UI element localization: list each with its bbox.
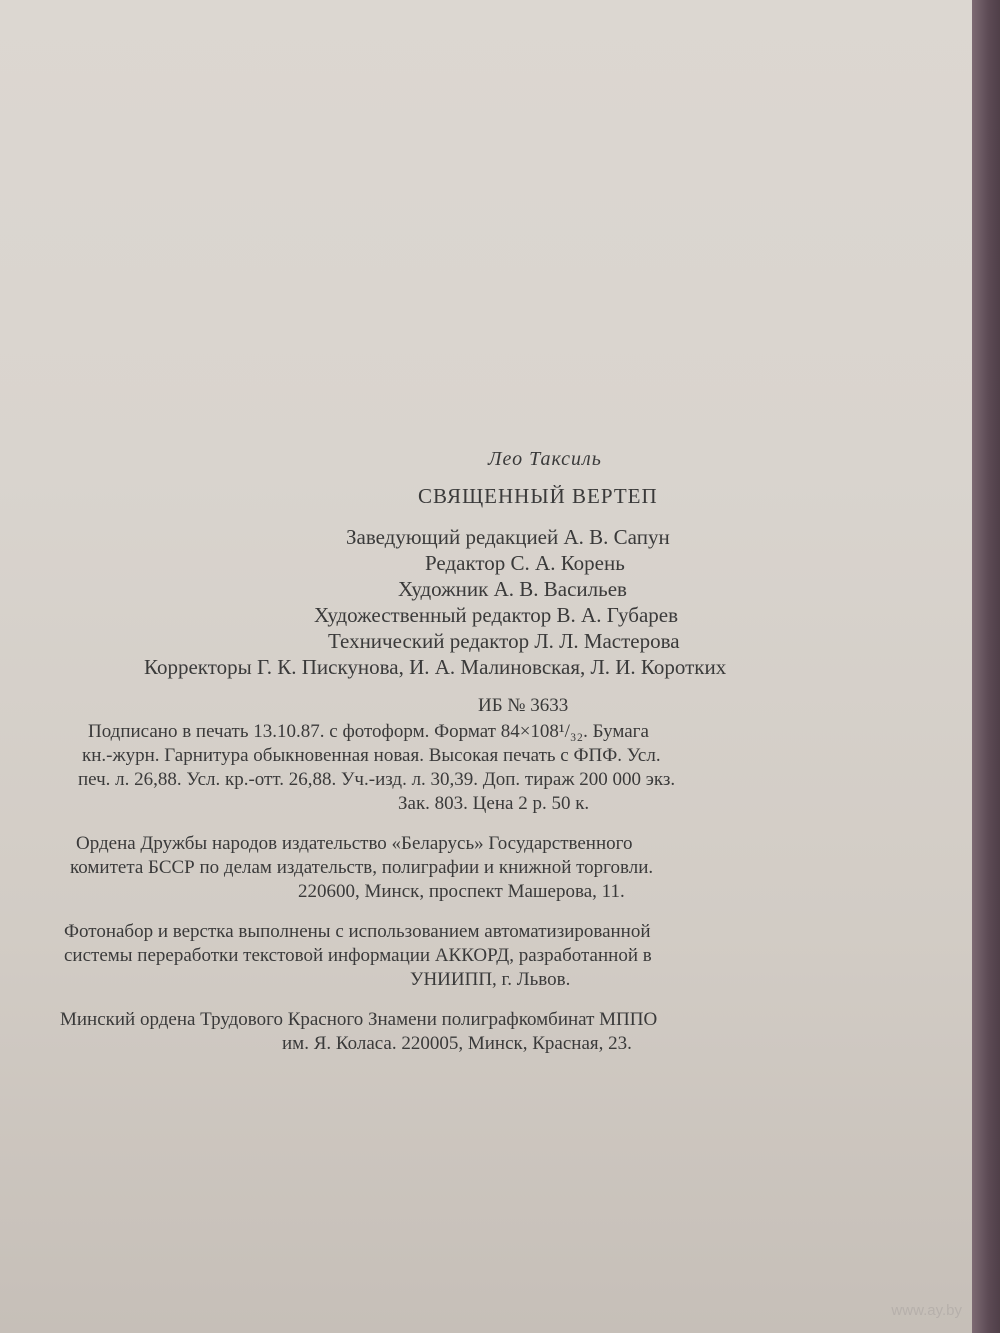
typeset-line: УНИИПП, г. Львов.: [410, 969, 571, 990]
typeset-line: Фотонабор и верстка выполнены с использованием автоматизированной: [64, 921, 651, 942]
print-line: печ. л. 26,88. Усл. кр.-отт. 26,88. Уч.-изд. л. 30,39. Доп. тираж 200 000 экз.: [78, 769, 676, 790]
print-line: Зак. 803. Цена 2 р. 50 к.: [398, 793, 590, 814]
staff-line: Заведующий редакцией А. В. Сапун: [346, 525, 670, 549]
watermark: www.ay.by: [891, 1302, 962, 1319]
publisher-line: Ордена Дружбы народов издательство «Беларусь» Государственного: [76, 833, 633, 854]
typeset-line: системы переработки текстовой информации АККОРД, разработанной в: [64, 945, 652, 966]
printer-line: Минский ордена Трудового Красного Знамени полиграфкомбинат МППО: [60, 1009, 658, 1030]
book-cover-edge: [972, 0, 1000, 1333]
print-line: кн.-журн. Гарнитура обыкновенная новая. Высокая печать с ФПФ. Усл.: [82, 745, 661, 766]
staff-line: Художник А. В. Васильев: [398, 577, 627, 601]
ib-number: ИБ № 3633: [478, 695, 569, 716]
book-author: Лео Таксиль: [488, 448, 602, 470]
publisher-line: комитета БССР по делам издательств, полиграфии и книжной торговли.: [70, 857, 654, 878]
book-title: СВЯЩЕННЫЙ ВЕРТЕП: [418, 484, 658, 508]
print-line: Подписано в печать 13.10.87. с фотоформ. Формат 84×108¹/₃₂. Бумага: [88, 721, 649, 742]
publisher-line: 220600, Минск, проспект Машерова, 11.: [298, 881, 625, 902]
printer-line: им. Я. Коласа. 220005, Минск, Красная, 23.: [282, 1033, 632, 1054]
staff-line: Технический редактор Л. Л. Мастерова: [328, 629, 680, 653]
staff-line: Корректоры Г. К. Пискунова, И. А. Малиновская, Л. И. Коротких: [144, 655, 727, 679]
staff-line: Редактор С. А. Корень: [425, 551, 625, 575]
staff-line: Художественный редактор В. А. Губарев: [314, 603, 679, 627]
